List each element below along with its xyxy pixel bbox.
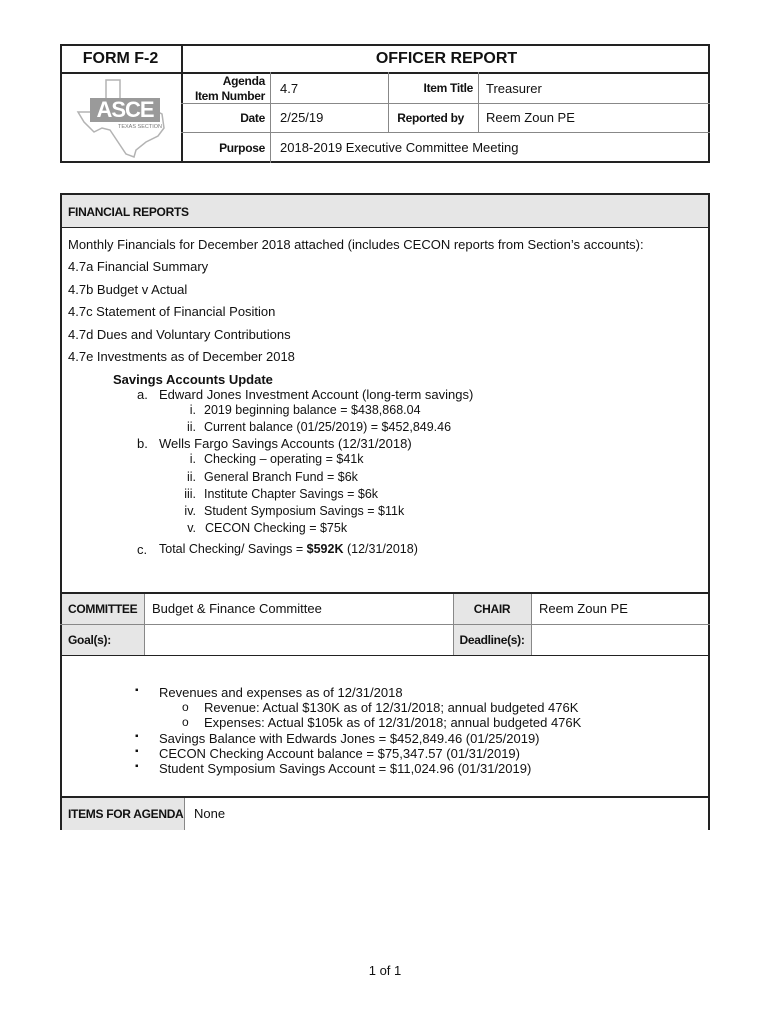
- note-bullet-2: Savings Balance with Edwards Jones = $452,849.46 (01/25/2019): [159, 731, 540, 746]
- reported-by-value: Reem Zoun PE: [486, 110, 575, 125]
- savings-b-iv-text: Student Symposium Savings = $11k: [204, 504, 405, 518]
- chair-value: Reem Zoun PE: [539, 601, 628, 616]
- committee-label: COMMITTEE: [68, 602, 138, 616]
- purpose-label: Purpose: [219, 141, 265, 155]
- savings-b-text: Wells Fargo Savings Accounts (12/31/2018): [159, 436, 412, 451]
- date-value: 2/25/19: [280, 110, 324, 125]
- savings-a-ii-text: Current balance (01/25/2019) = $452,849.46: [204, 420, 452, 434]
- savings-a-marker: a.: [137, 387, 148, 402]
- note-bullet-1-glyph: ▪: [135, 685, 139, 696]
- committee-value: Budget & Finance Committee: [152, 601, 322, 616]
- savings-a-i-marker: i.: [189, 403, 196, 417]
- note-bullet-3-glyph: ▪: [135, 746, 139, 757]
- savings-b-ii-text: General Branch Fund = $6k: [204, 470, 358, 484]
- agenda-label: Agenda: [222, 74, 265, 88]
- financial-item-b: 4.7b Budget v Actual: [68, 282, 188, 297]
- savings-c-suffix: (12/31/2018): [343, 542, 418, 556]
- form-id: FORM F-2: [82, 50, 159, 67]
- purpose-value: 2018-2019 Executive Committee Meeting: [280, 140, 519, 155]
- savings-heading: Savings Accounts Update: [113, 372, 273, 387]
- financial-item-c: 4.7c Statement of Financial Position: [68, 304, 276, 319]
- logo-subtitle: TEXAS SECTION: [117, 124, 162, 130]
- savings-b-v-marker: v.: [187, 521, 196, 535]
- savings-c-total: $592K: [306, 542, 344, 556]
- savings-b-ii-marker: ii.: [186, 470, 196, 484]
- savings-b-marker: b.: [137, 436, 148, 451]
- savings-c-marker: c.: [137, 542, 148, 557]
- reported-by-label: Reported by: [397, 111, 464, 125]
- item-title: Treasurer: [486, 81, 542, 96]
- chair-label: CHAIR: [473, 602, 511, 616]
- savings-a-text: Edward Jones Investment Account (long-term savings): [159, 387, 474, 402]
- savings-b-iii-text: Institute Chapter Savings = $6k: [204, 487, 379, 501]
- financial-section-title: FINANCIAL REPORTS: [68, 205, 189, 219]
- agenda-items-value: None: [194, 806, 226, 821]
- note-bullet-1: Revenues and expenses as of 12/31/2018: [159, 685, 403, 700]
- financial-intro: Monthly Financials for December 2018 attached (includes CECON reports from Section’s accounts):: [68, 237, 644, 252]
- agenda-item-number: 4.7: [280, 81, 299, 96]
- savings-b-i-marker: i.: [189, 452, 196, 466]
- note-bullet-4: Student Symposium Savings Account = $11,024.96 (01/31/2019): [159, 761, 532, 776]
- note-bullet-2-glyph: ▪: [135, 731, 139, 742]
- date-label: Date: [240, 111, 265, 125]
- savings-a-ii-marker: ii.: [186, 420, 196, 434]
- agenda-items-label: ITEMS FOR AGENDA: [68, 807, 184, 821]
- note-bullet-4-glyph: ▪: [135, 761, 139, 772]
- report-title: OFFICER REPORT: [375, 50, 518, 67]
- savings-b-iv-marker: iv.: [184, 504, 196, 518]
- deadline-label: Deadline(s):: [459, 633, 525, 647]
- savings-b-iii-marker: iii.: [184, 487, 196, 501]
- savings-c-prefix: Total Checking/ Savings =: [159, 542, 307, 556]
- goals-label: Goal(s):: [68, 633, 111, 647]
- savings-a-i-text: 2019 beginning balance = $438,868.04: [204, 403, 421, 417]
- savings-c-line: [159, 542, 418, 556]
- savings-b-i-text: Checking – operating = $41k: [204, 452, 364, 466]
- item-title-label: Item Title: [423, 81, 473, 95]
- logo-text: ASCE: [90, 98, 160, 122]
- item-number-label: Item Number: [194, 89, 265, 103]
- note-sub-1: Revenue: Actual $130K as of 12/31/2018; annual budgeted 476K: [204, 700, 579, 715]
- note-sub-2-glyph: o: [182, 715, 189, 729]
- asce-texas-logo: [76, 78, 168, 158]
- savings-b-v-text: CECON Checking = $75k: [205, 521, 348, 535]
- note-sub-2: Expenses: Actual $105k as of 12/31/2018; annual budgeted 476K: [204, 715, 582, 730]
- financial-item-a: 4.7a Financial Summary: [68, 259, 209, 274]
- page-number: 1 of 1: [368, 963, 402, 978]
- note-sub-1-glyph: o: [182, 700, 189, 714]
- note-bullet-3: CECON Checking Account balance = $75,347.57 (01/31/2019): [159, 746, 520, 761]
- financial-item-d: 4.7d Dues and Voluntary Contributions: [68, 327, 291, 342]
- financial-item-e: 4.7e Investments as of December 2018: [68, 349, 295, 364]
